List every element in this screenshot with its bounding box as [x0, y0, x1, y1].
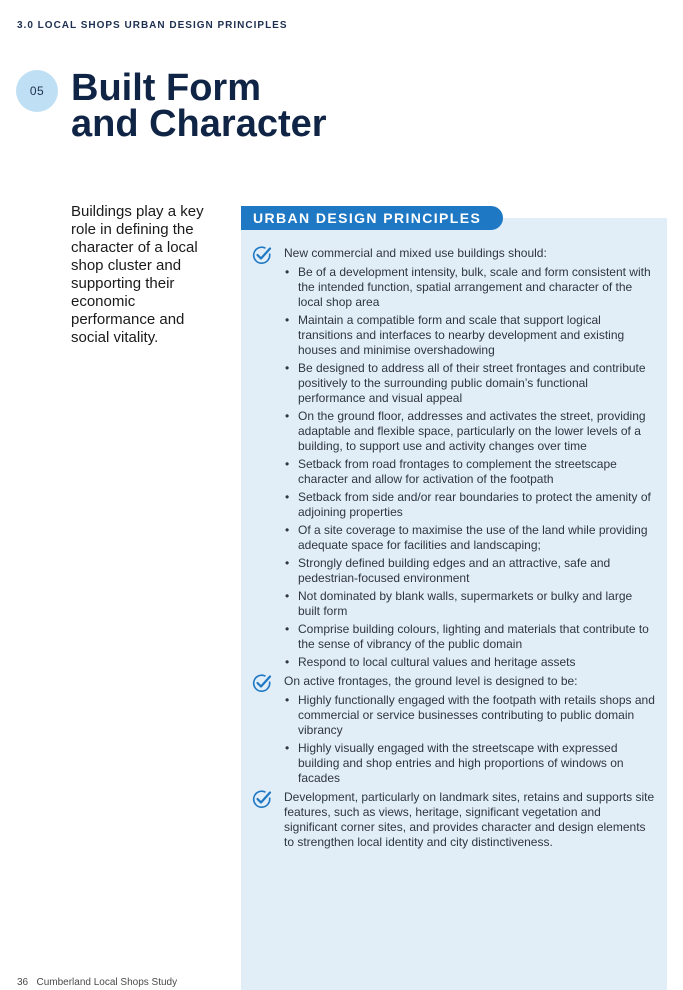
principle-subitem-text: Highly functionally engaged with the footpath with retails shops and commercial or service businesses contributing to public domain vibrancy [298, 693, 655, 737]
bullet-icon: • [285, 313, 290, 327]
principle-subitem-text: Comprise building colours, lighting and materials that contribute to the sense of vibrancy of the public domain [298, 622, 649, 651]
bullet-icon: • [285, 693, 290, 707]
page-title: Built Form and Character [71, 67, 327, 145]
principle-text: Development, particularly on landmark sites, retains and supports site features, such as views, heritage, significant vegetation and significant corner sites, and provides character and design elements to strengthen local identity and city distinctiveness. [284, 790, 655, 849]
intro-text: Buildings play a key role in defining the character of a local shop cluster and supporting their economic performance and social vitality. [71, 203, 204, 346]
bullet-icon: • [285, 655, 290, 669]
principle-subitem [284, 313, 657, 358]
bullet-icon: • [285, 556, 290, 570]
principle-subitem-text: Maintain a compatible form and scale that support logical transitions and interfaces to nearby development and existing houses and minimise overshadowing [298, 313, 625, 357]
bullet-icon: • [285, 622, 290, 636]
principle-subitem [284, 457, 657, 487]
principle-subitem-text: Of a site coverage to maximise the use of the land while providing adequate space for facilities and landscaping; [298, 523, 648, 552]
check-circle-icon [251, 788, 273, 810]
principles-list [251, 246, 657, 854]
principle-subitem [284, 741, 657, 786]
principle-sublist [284, 265, 657, 670]
principle-text: On active frontages, the ground level is designed to be: [284, 674, 578, 688]
principle-subitem [284, 523, 657, 553]
principle-item [251, 674, 657, 786]
page-footer [17, 977, 177, 988]
principle-subitem [284, 361, 657, 406]
principle-subitem [284, 622, 657, 652]
bullet-icon: • [285, 409, 290, 423]
principle-subitem [284, 655, 657, 670]
principle-subitem [284, 589, 657, 619]
page-number: 36 [17, 977, 29, 988]
principle-subitem-text: Be designed to address all of their street frontages and contribute positively to the surrounding public domain’s functional performance and visual appeal [298, 361, 646, 405]
principle-subitem [284, 693, 657, 738]
principle-subitem-text: Be of a development intensity, bulk, scale and form consistent with the intended function, spatial arrangement and character of the local shop area [298, 265, 651, 309]
principle-subitem-text: On the ground floor, addresses and activates the street, providing adaptable and flexible space, particularly on the lower levels of a building, to support use and activity changes over time [298, 409, 646, 453]
chapter-number-badge: 05 [16, 70, 58, 112]
principles-heading: URBAN DESIGN PRINCIPLES [241, 206, 503, 230]
principle-subitem-text: Not dominated by blank walls, supermarkets or bulky and large built form [298, 589, 633, 618]
bullet-icon: • [285, 589, 290, 603]
principle-subitem [284, 265, 657, 310]
principle-text: New commercial and mixed use buildings should: [284, 246, 547, 260]
principle-item [251, 246, 657, 670]
bullet-icon: • [285, 361, 290, 375]
bullet-icon: • [285, 490, 290, 504]
principle-subitem-text: Respond to local cultural values and heritage assets [298, 655, 576, 669]
principle-subitem-text: Setback from road frontages to complement the streetscape character and allow for activation of the footpath [298, 457, 617, 486]
check-circle-icon [251, 672, 273, 694]
document-name: Cumberland Local Shops Study [36, 977, 178, 988]
bullet-icon: • [285, 523, 290, 537]
principle-sublist [284, 693, 657, 786]
bullet-icon: • [285, 741, 290, 755]
principle-subitem [284, 409, 657, 454]
principle-subitem [284, 490, 657, 520]
principle-subitem-text: Highly visually engaged with the streetscape with expressed building and shop entries and high proportions of windows on facades [298, 741, 624, 785]
bullet-icon: • [285, 265, 290, 279]
principle-subitem-text: Setback from side and/or rear boundaries to protect the amenity of adjoining properties [298, 490, 651, 519]
section-header: 3.0 LOCAL SHOPS URBAN DESIGN PRINCIPLES [17, 20, 288, 31]
bullet-icon: • [285, 457, 290, 471]
principle-item [251, 790, 657, 850]
principle-subitem [284, 556, 657, 586]
principle-subitem-text: Strongly defined building edges and an attractive, safe and pedestrian-focused environment [298, 556, 611, 585]
check-circle-icon [251, 244, 273, 266]
